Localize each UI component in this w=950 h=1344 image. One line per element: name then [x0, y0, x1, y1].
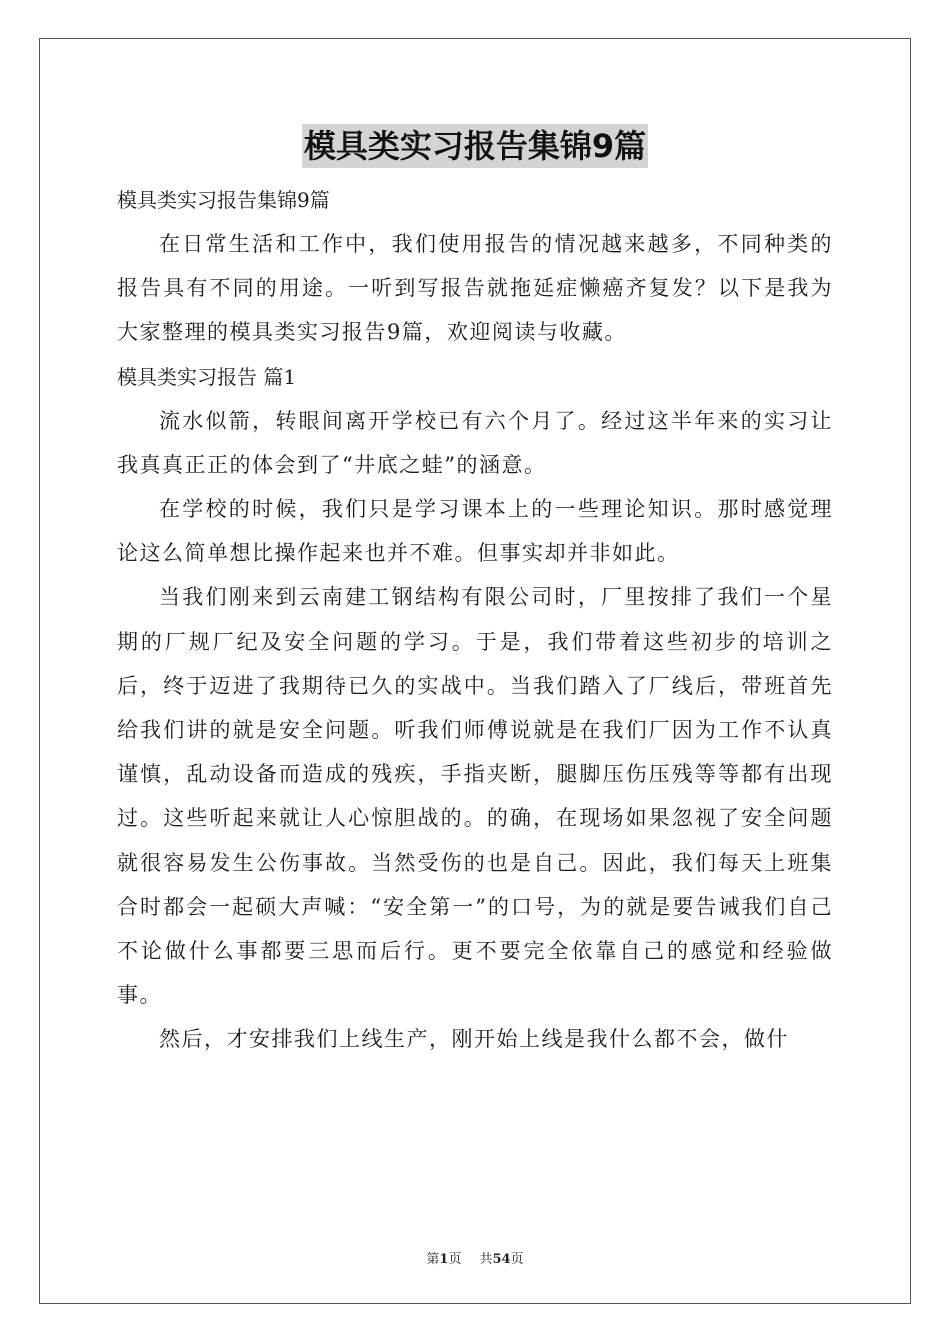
title-container — [0, 124, 950, 168]
body-paragraph: 在学校的时候，我们只是学习课本上的一些理论知识。那时感觉理论这么简单想比操作起来也并不难。但事实却并非如此。 — [117, 497, 833, 566]
body-paragraph: 然后，才安排我们上线生产，刚开始上线是我什么都不会，做什 — [159, 1027, 789, 1052]
total-suffix: 页 — [510, 1252, 524, 1267]
intro-paragraph: 在日常生活和工作中，我们使用报告的情况越来越多，不同种类的报告具有不同的用途。一听到写报告就拖延症懒癌齐复发？以下是我为大家整理的模具类实习报告9篇，欢迎阅读与收藏。 — [117, 232, 833, 345]
body-paragraph: 流水似箭，转眼间离开学校已有六个月了。经过这半年来的实习让我真真正正的体会到了“井底之蛙”的涵意。 — [117, 408, 833, 477]
document-body — [117, 178, 833, 1062]
total-prefix: 共 — [479, 1252, 493, 1267]
page-footer — [0, 1248, 950, 1267]
page-suffix: 页 — [448, 1252, 462, 1267]
page-prefix: 第 — [426, 1252, 440, 1267]
section-heading: 模具类实习报告 篇1 — [117, 364, 297, 389]
document-title: 模具类实习报告集锦9篇 — [302, 124, 648, 168]
current-page-number: 1 — [439, 1252, 449, 1267]
body-paragraph: 当我们刚来到云南建工钢结构有限公司时，厂里按排了我们一个星期的厂规厂纪及安全问题的学习。于是，我们带着这些初步的培训之后，终于迈进了我期待已久的实战中。当我们踏入了厂线后，带班首先给我们讲的就是安全问题。听我们师傅说就是在我们厂因为工作不认真谨慎，乱动设备而造成的残疾，手指夹断，腿脚压伤压残等等都有出现过。这些听起来就让人心惊胆战的。的确，在现场如果忽视了安全问题就很容易发生公伤事故。当然受伤的也是自己。因此，我们每天上班集合时都会一起硕大声喊：“安全第一”的口号，为的就是要告诫我们自己不论做什么事都要三思而后行。更不要完全依靠自己的感觉和经验做事。 — [117, 585, 833, 1008]
document-subtitle: 模具类实习报告集锦9篇 — [117, 188, 330, 212]
total-page-count: 54 — [492, 1252, 511, 1267]
